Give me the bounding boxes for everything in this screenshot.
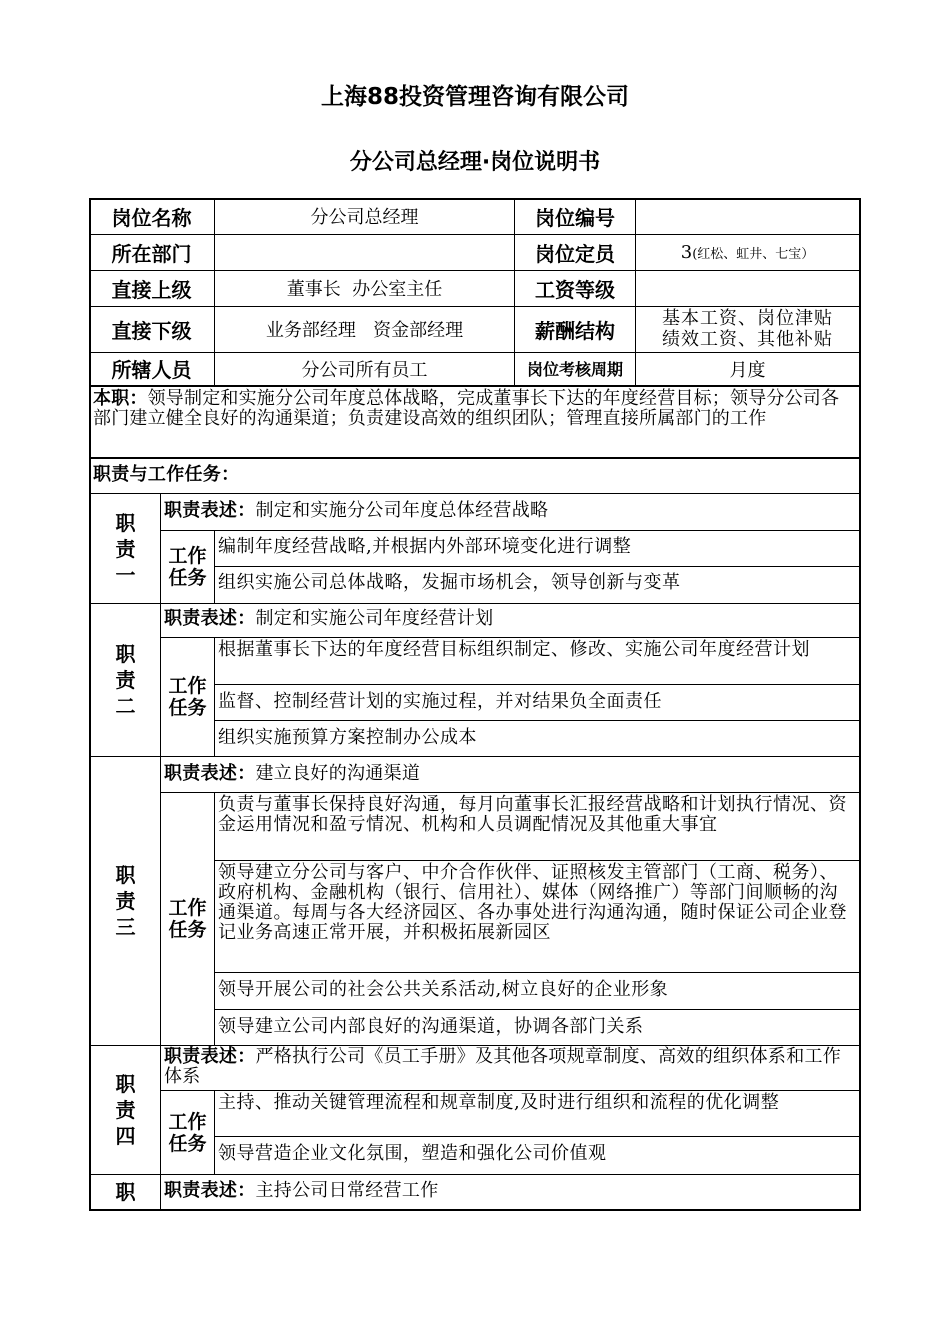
document-title: 分公司总经理·岗位说明书	[349, 150, 601, 175]
duty-3-desc: 职责表述：建立良好的沟通渠道	[164, 763, 421, 784]
dept-value	[215, 234, 514, 270]
review-value: 月度	[729, 359, 766, 381]
duties-header: 职责与工作任务：	[93, 464, 240, 485]
duty-3-title: 职 责 三	[115, 863, 136, 939]
salary-grade-value	[636, 270, 859, 306]
duty-2-title: 职 责 二	[115, 642, 136, 718]
duty-1-task-2: 组织实施公司总体战略，发掘市场机会，领导创新与变革	[218, 572, 681, 593]
duty-3-task-4: 领导建立公司内部良好的沟通渠道，协调各部门关系	[218, 1016, 644, 1037]
quota-note: (红松、虹井、七宝）	[692, 246, 815, 262]
duty-3-task-2: 领导建立分公司与客户、中介合作伙伴、证照核发主管部门（工商、税务）、政府机构、金融机构（银行、信用社）、媒体（网络推广）等部门间顺畅的沟通渠道。每周与各大经济园区、各办事处进行沟通沟通，随时保证公司企业登记业务高速正常开展，并积极拓展新园区	[218, 862, 847, 943]
duty-2-task-1: 根据董事长下达的年度经营目标组织制定、修改、实施公司年度经营计划	[218, 639, 810, 660]
pay-structure-line1: 基本工资、岗位津贴	[662, 308, 833, 329]
duty-2-work-label: 工作 任务	[168, 675, 207, 719]
job-description-table	[89, 198, 861, 1210]
subordinate-label: 直接下级	[111, 318, 192, 343]
duty-5-title: 职	[115, 1180, 136, 1204]
pay-structure-label: 薪酬结构	[535, 318, 615, 343]
pay-structure-value	[636, 306, 859, 352]
duty-4-title: 职 责 四	[115, 1072, 136, 1148]
duty-3-work-label: 工作 任务	[168, 897, 207, 941]
duty-summary-text: 领导制定和实施分公司年度总体战略，完成董事长下达的年度经营目标；领导分公司各部门建立健全良好的沟通渠道；负责建设高效的组织团队；管理直接所属部门的工作	[93, 388, 840, 429]
superior-value: 董事长 办公室主任	[286, 279, 443, 300]
subordinate-value: 业务部经理 资金部经理	[265, 320, 464, 341]
duty-1-title: 职 责 一	[115, 510, 136, 587]
staff-value: 分公司所有员工	[301, 359, 428, 381]
duty-1-desc: 职责表述：制定和实施分公司年度总体经营战略	[164, 500, 549, 521]
salary-grade-label: 工资等级	[535, 277, 615, 302]
dept-label: 所在部门	[111, 241, 192, 266]
duty-2-desc: 职责表述：制定和实施公司年度经营计划	[164, 608, 494, 629]
duty-4-task-1: 主持、推动关键管理流程和规章制度,及时进行组织和流程的优化调整	[218, 1092, 780, 1113]
duty-5-desc: 职责表述：主持公司日常经营工作	[164, 1180, 439, 1201]
pay-structure-line2: 绩效工资、其他补贴	[662, 329, 833, 350]
post-name-label: 岗位名称	[111, 205, 192, 230]
staff-label: 所辖人员	[111, 358, 192, 382]
duty-summary	[93, 389, 857, 455]
duty-4-desc: 职责表述：严格执行公司《员工手册》及其他各项规章制度、高效的组织体系和工作体系	[164, 1046, 842, 1087]
duty-3-task-3: 领导开展公司的社会公共关系活动,树立良好的企业形象	[218, 979, 669, 1000]
review-label: 岗位考核周期	[526, 360, 623, 379]
duty-1-work-label: 工作 任务	[168, 545, 207, 589]
superior-label: 直接上级	[111, 277, 192, 302]
duty-summary-label: 本职：	[93, 388, 148, 409]
duty-1-task-1: 编制年度经营战略,并根据内外部环境变化进行调整	[218, 536, 632, 557]
quota-label: 岗位定员	[535, 241, 615, 266]
quota-cell	[636, 234, 859, 270]
post-no-label: 岗位编号	[535, 205, 615, 230]
quota-value: 3	[680, 241, 693, 263]
duty-4-work-label: 工作 任务	[168, 1110, 207, 1155]
duty-3-task-1: 负责与董事长保持良好沟通，每月向董事长汇报经营战略和计划执行情况、资金运用情况和盈亏情况、机构和人员调配情况及其他重大事宜	[218, 794, 847, 835]
post-no-value	[636, 198, 859, 234]
duty-2-task-3: 组织实施预算方案控制办公成本	[218, 727, 477, 748]
duty-4-task-2: 领导营造企业文化氛围，塑造和强化公司价值观	[218, 1143, 607, 1164]
duty-2-task-2: 监督、控制经营计划的实施过程，并对结果负全面责任	[218, 691, 662, 712]
company-name: 上海88投资管理咨询有限公司	[320, 84, 629, 110]
post-name-value: 分公司总经理	[310, 207, 419, 228]
